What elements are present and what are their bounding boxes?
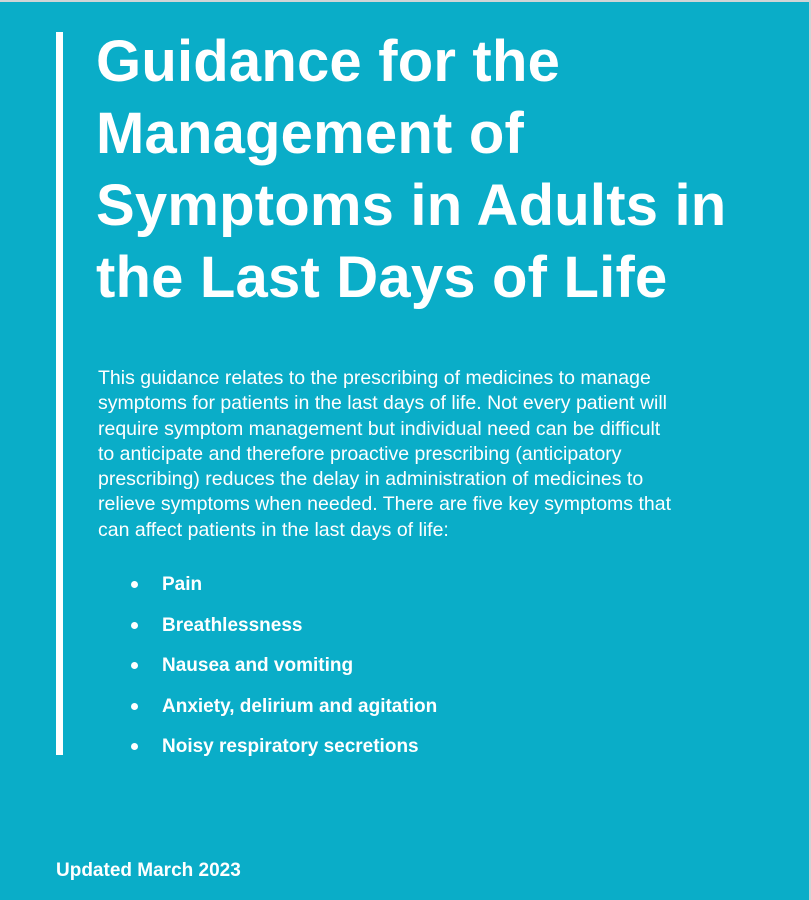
bullet-icon <box>131 622 138 629</box>
bullet-icon <box>131 581 138 588</box>
list-item <box>98 572 437 613</box>
list-item <box>98 694 437 735</box>
document-title <box>96 26 796 314</box>
symptom-label: Anxiety, delirium and agitation <box>162 695 438 717</box>
list-item <box>98 653 437 694</box>
bullet-icon <box>131 662 138 669</box>
updated-date: Updated March 2023 <box>56 860 241 881</box>
intro-line: symptoms for patients in the last days of life. Not every patient will <box>98 392 667 415</box>
intro-line: prescribing) reduces the delay in administration of medicines to <box>98 468 644 491</box>
list-item <box>98 734 437 775</box>
bullet-icon <box>131 743 138 750</box>
symptom-label: Noisy respiratory secretions <box>162 736 419 757</box>
list-item <box>98 613 437 654</box>
intro-line: This guidance relates to the prescribing of medicines to manage <box>98 367 651 389</box>
symptom-label: Nausea and vomiting <box>162 655 354 676</box>
bullet-icon <box>131 703 138 710</box>
intro-line: require symptom management but individual need can be difficult <box>98 417 661 440</box>
title-line: Symptoms in Adults in <box>96 173 727 238</box>
vertical-accent-bar <box>56 32 63 755</box>
symptom-label: Pain <box>162 574 203 595</box>
intro-line: relieve symptoms when needed. There are five key symptoms that <box>98 493 671 516</box>
key-symptoms-list <box>98 572 437 775</box>
title-line: the Last Days of Life <box>96 245 668 310</box>
intro-line: to anticipate and therefore proactive prescribing (anticipatory <box>98 442 622 465</box>
title-line: Management of <box>96 101 524 166</box>
symptom-label: Breathlessness <box>162 614 303 636</box>
intro-paragraph <box>98 366 738 543</box>
document-cover-page <box>0 2 809 900</box>
title-line: Guidance for the <box>96 29 561 94</box>
intro-line: can affect patients in the last days of life: <box>98 518 449 541</box>
